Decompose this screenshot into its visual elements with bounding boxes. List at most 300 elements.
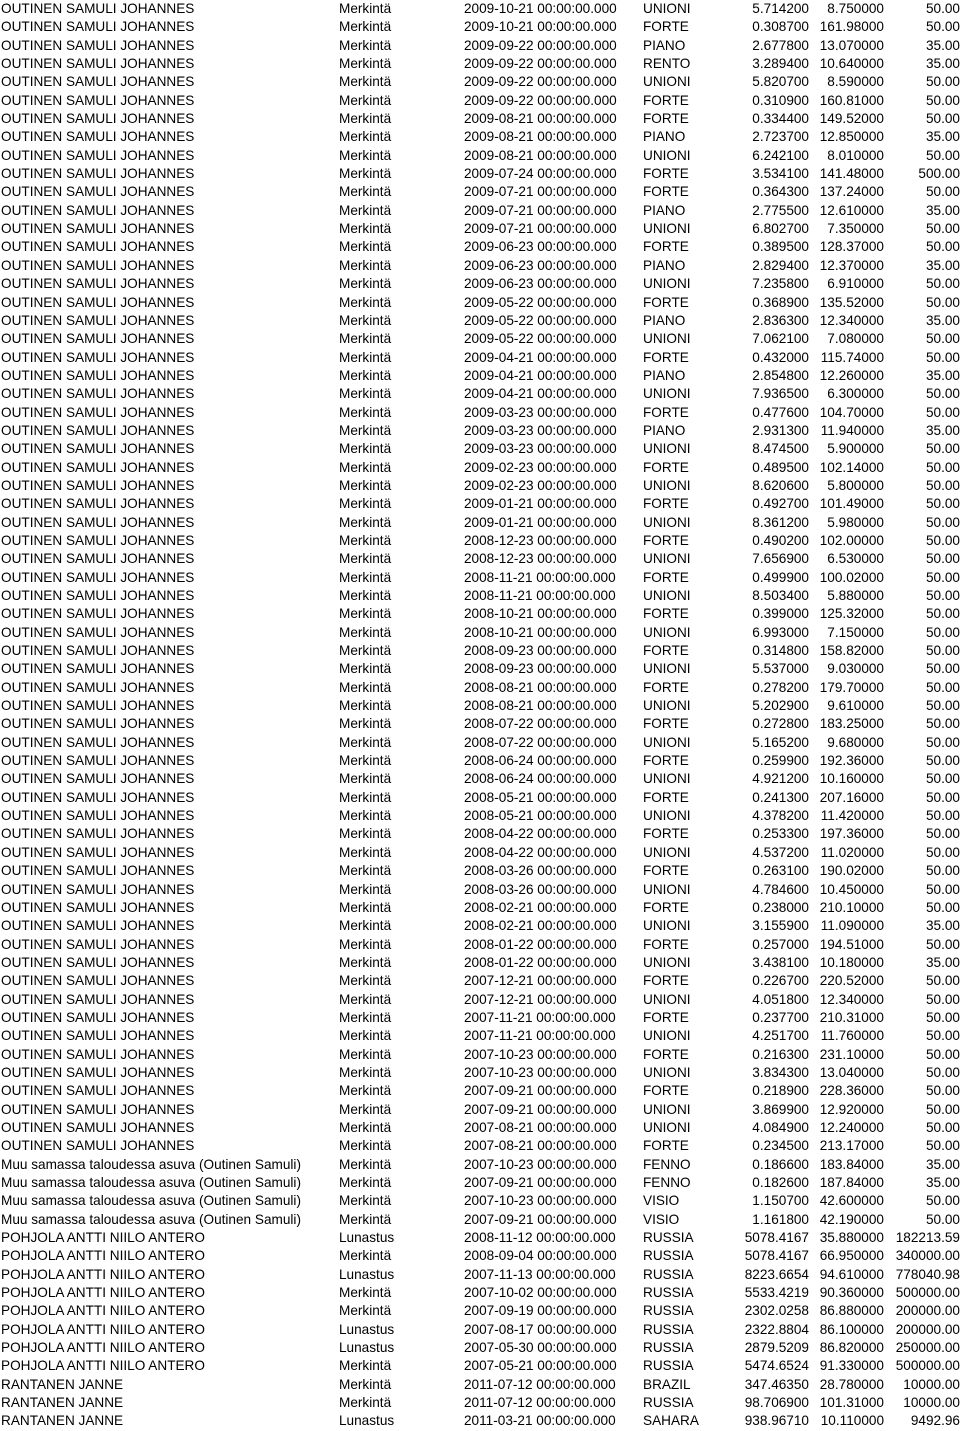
cell-amount: 50.00 — [925, 477, 960, 493]
cell-unit-price: 28.780000 — [819, 1376, 884, 1392]
cell-unit-price: 161.98000 — [819, 19, 884, 35]
cell-transaction-date: 2007-09-19 00:00:00.000 — [464, 1303, 617, 1319]
cell-unit-price: 125.32000 — [819, 606, 884, 622]
cell-units: 0.216300 — [752, 1046, 809, 1062]
cell-transaction-date: 2007-12-21 00:00:00.000 — [464, 973, 617, 989]
cell-fund-name: UNIONI — [643, 588, 691, 603]
cell-amount: 50.00 — [925, 147, 960, 163]
cell-holder-name: OUTINEN SAMULI JOHANNES — [1, 111, 195, 127]
cell-amount: 50.00 — [925, 771, 960, 787]
table-row — [0, 422, 960, 440]
cell-unit-price: 94.610000 — [819, 1266, 884, 1282]
cell-units: 6.242100 — [752, 147, 809, 163]
cell-transaction-date: 2008-11-12 00:00:00.000 — [464, 1230, 616, 1246]
cell-unit-price: 90.360000 — [819, 1285, 884, 1301]
cell-transaction-date: 2009-04-21 00:00:00.000 — [464, 367, 617, 383]
cell-transaction-type: Merkintä — [339, 532, 392, 548]
table-row — [0, 404, 960, 422]
table-row — [0, 495, 960, 513]
cell-transaction-type: Merkintä — [339, 1064, 392, 1080]
cell-units: 0.234500 — [752, 1138, 809, 1154]
table-row — [0, 1376, 960, 1394]
cell-holder-name: OUTINEN SAMULI JOHANNES — [1, 954, 195, 970]
cell-units: 0.182600 — [752, 1175, 809, 1190]
cell-holder-name: OUTINEN SAMULI JOHANNES — [1, 202, 195, 218]
cell-transaction-type: Merkintä — [339, 422, 392, 438]
cell-transaction-type: Merkintä — [339, 221, 392, 237]
cell-amount: 200000.00 — [895, 1321, 960, 1337]
cell-fund-name: UNIONI — [643, 1028, 691, 1044]
cell-holder-name: OUTINEN SAMULI JOHANNES — [1, 459, 195, 475]
table-row — [0, 1027, 960, 1045]
cell-fund-name: BRAZIL — [643, 1376, 691, 1392]
cell-amount: 500000.00 — [895, 1285, 960, 1301]
table-row — [0, 715, 960, 733]
cell-transaction-type: Merkintä — [339, 771, 392, 787]
cell-transaction-type: Merkintä — [339, 404, 392, 420]
cell-holder-name: OUTINEN SAMULI JOHANNES — [1, 789, 195, 805]
cell-holder-name: OUTINEN SAMULI JOHANNES — [1, 56, 195, 72]
cell-unit-price: 100.02000 — [819, 569, 884, 585]
cell-amount: 10000.00 — [903, 1395, 960, 1411]
cell-transaction-type: Merkintä — [339, 899, 392, 915]
cell-units: 2302.0258 — [744, 1303, 809, 1319]
cell-transaction-date: 2009-07-21 00:00:00.000 — [464, 202, 617, 218]
cell-unit-price: 9.030000 — [827, 661, 884, 677]
cell-unit-price: 12.850000 — [819, 129, 884, 145]
cell-units: 0.257000 — [752, 936, 809, 952]
cell-amount: 10000.00 — [903, 1376, 960, 1392]
cell-unit-price: 115.74000 — [820, 349, 884, 365]
cell-fund-name: FORTE — [643, 92, 689, 108]
cell-transaction-date: 2008-02-21 00:00:00.000 — [464, 918, 617, 934]
cell-transaction-type: Merkintä — [339, 918, 392, 934]
cell-transaction-type: Merkintä — [339, 56, 392, 72]
cell-units: 0.399000 — [752, 606, 809, 622]
table-row — [0, 587, 960, 605]
table-row — [0, 147, 960, 165]
cell-fund-name: FORTE — [643, 1138, 689, 1154]
cell-holder-name: OUTINEN SAMULI JOHANNES — [1, 1046, 195, 1062]
cell-transaction-date: 2008-01-22 00:00:00.000 — [464, 954, 617, 970]
cell-fund-name: UNIONI — [643, 477, 691, 493]
cell-transaction-type: Merkintä — [339, 111, 392, 127]
cell-fund-name: FORTE — [643, 294, 689, 310]
cell-holder-name: OUTINEN SAMULI JOHANNES — [1, 294, 195, 310]
cell-unit-price: 6.300000 — [827, 386, 884, 402]
cell-transaction-type: Merkintä — [339, 441, 392, 457]
cell-transaction-date: 2009-09-22 00:00:00.000 — [464, 92, 617, 108]
cell-holder-name: OUTINEN SAMULI JOHANNES — [1, 386, 195, 402]
cell-unit-price: 210.10000 — [819, 899, 884, 915]
cell-transaction-type: Merkintä — [339, 1376, 392, 1392]
cell-unit-price: 183.25000 — [819, 716, 884, 732]
cell-amount: 50.00 — [925, 349, 960, 365]
cell-fund-name: UNIONI — [643, 386, 691, 402]
cell-unit-price: 7.350000 — [827, 221, 884, 237]
cell-transaction-date: 2011-07-12 00:00:00.000 — [464, 1376, 616, 1392]
cell-holder-name: POHJOLA ANTTI NIILO ANTERO — [1, 1321, 205, 1337]
cell-fund-name: UNIONI — [643, 661, 691, 677]
cell-fund-name: PIANO — [643, 37, 686, 53]
cell-unit-price: 10.450000 — [819, 881, 884, 897]
table-row — [0, 532, 960, 550]
cell-unit-price: 190.02000 — [819, 863, 884, 879]
cell-amount: 50.00 — [925, 588, 960, 603]
cell-transaction-type: Merkintä — [339, 936, 392, 952]
cell-holder-name: OUTINEN SAMULI JOHANNES — [1, 514, 195, 530]
cell-fund-name: UNIONI — [643, 954, 691, 970]
cell-amount: 50.00 — [925, 19, 960, 35]
cell-amount: 50.00 — [925, 1, 960, 16]
cell-transaction-date: 2009-03-23 00:00:00.000 — [464, 441, 617, 457]
cell-units: 0.432000 — [752, 349, 809, 365]
cell-transaction-date: 2009-02-23 00:00:00.000 — [464, 459, 617, 475]
cell-transaction-date: 2007-09-21 00:00:00.000 — [464, 1175, 617, 1190]
table-row — [0, 1284, 960, 1302]
cell-transaction-type: Merkintä — [339, 1211, 392, 1227]
cell-transaction-date: 2008-09-23 00:00:00.000 — [464, 661, 617, 677]
cell-unit-price: 12.260000 — [819, 367, 884, 383]
cell-amount: 50.00 — [925, 881, 960, 897]
cell-transaction-type: Merkintä — [339, 147, 392, 163]
table-row — [0, 954, 960, 972]
cell-units: 3.289400 — [752, 56, 809, 72]
cell-transaction-date: 2008-09-04 00:00:00.000 — [464, 1248, 617, 1264]
cell-unit-price: 12.610000 — [819, 202, 884, 218]
table-row — [0, 807, 960, 825]
cell-transaction-type: Merkintä — [339, 826, 392, 842]
cell-fund-name: FORTE — [643, 643, 689, 659]
table-row — [0, 1229, 960, 1247]
cell-transaction-date: 2007-09-21 00:00:00.000 — [464, 1211, 617, 1227]
cell-unit-price: 213.17000 — [819, 1138, 884, 1154]
table-row — [0, 1009, 960, 1027]
cell-holder-name: Muu samassa taloudessa asuva (Outinen Samuli) — [1, 1156, 301, 1172]
cell-units: 5.165200 — [752, 734, 809, 750]
table-row — [0, 844, 960, 862]
cell-units: 0.492700 — [752, 496, 809, 512]
table-row — [0, 238, 960, 256]
cell-fund-name: RUSSIA — [643, 1358, 694, 1374]
table-row — [0, 1156, 960, 1174]
cell-unit-price: 187.84000 — [819, 1175, 884, 1190]
cell-units: 0.259900 — [752, 753, 809, 769]
cell-fund-name: FORTE — [643, 606, 689, 622]
cell-amount: 50.00 — [925, 789, 960, 805]
table-row — [0, 899, 960, 917]
cell-transaction-type: Merkintä — [339, 202, 392, 218]
table-row — [0, 660, 960, 678]
cell-amount: 50.00 — [925, 514, 960, 530]
cell-transaction-type: Merkintä — [339, 643, 392, 659]
cell-units: 4.084900 — [752, 1119, 809, 1135]
cell-transaction-type: Merkintä — [339, 1285, 392, 1301]
cell-amount: 35.00 — [925, 918, 960, 934]
cell-transaction-date: 2007-11-21 00:00:00.000 — [464, 1028, 616, 1044]
table-row — [0, 1137, 960, 1155]
cell-holder-name: OUTINEN SAMULI JOHANNES — [1, 129, 195, 145]
cell-unit-price: 12.240000 — [819, 1119, 884, 1135]
table-row — [0, 1339, 960, 1357]
cell-transaction-type: Merkintä — [339, 459, 392, 475]
cell-transaction-date: 2009-06-23 00:00:00.000 — [464, 276, 617, 292]
cell-unit-price: 102.00000 — [819, 532, 884, 548]
cell-amount: 50.00 — [925, 74, 960, 90]
cell-fund-name: RUSSIA — [643, 1395, 694, 1411]
cell-transaction-type: Merkintä — [339, 661, 392, 677]
cell-units: 5.202900 — [752, 698, 809, 714]
cell-amount: 50.00 — [925, 1119, 960, 1135]
cell-holder-name: POHJOLA ANTTI NIILO ANTERO — [1, 1266, 205, 1282]
cell-fund-name: UNIONI — [643, 1101, 691, 1117]
cell-holder-name: OUTINEN SAMULI JOHANNES — [1, 624, 195, 640]
cell-transaction-date: 2009-07-21 00:00:00.000 — [464, 221, 617, 237]
cell-unit-price: 197.36000 — [819, 826, 884, 842]
cell-units: 0.226700 — [752, 973, 809, 989]
cell-unit-price: 13.070000 — [819, 37, 884, 53]
cell-unit-price: 194.51000 — [819, 936, 884, 952]
cell-amount: 50.00 — [925, 661, 960, 677]
cell-holder-name: OUTINEN SAMULI JOHANNES — [1, 808, 195, 824]
cell-transaction-date: 2008-01-22 00:00:00.000 — [464, 936, 617, 952]
cell-transaction-date: 2009-04-21 00:00:00.000 — [464, 386, 617, 402]
cell-fund-name: UNIONI — [643, 1, 691, 16]
cell-transaction-date: 2007-11-13 00:00:00.000 — [464, 1266, 616, 1282]
cell-transaction-date: 2009-08-21 00:00:00.000 — [464, 129, 617, 145]
cell-amount: 50.00 — [925, 808, 960, 824]
cell-unit-price: 11.760000 — [820, 1028, 884, 1044]
cell-transaction-date: 2007-08-17 00:00:00.000 — [464, 1321, 617, 1337]
cell-amount: 50.00 — [925, 991, 960, 1007]
cell-units: 4.921200 — [752, 771, 809, 787]
cell-units: 0.238000 — [752, 899, 809, 915]
table-row — [0, 0, 960, 18]
cell-unit-price: 137.24000 — [819, 184, 884, 200]
cell-unit-price: 12.340000 — [819, 991, 884, 1007]
cell-holder-name: OUTINEN SAMULI JOHANNES — [1, 441, 195, 457]
cell-holder-name: OUTINEN SAMULI JOHANNES — [1, 257, 195, 273]
cell-transaction-date: 2008-12-23 00:00:00.000 — [464, 551, 617, 567]
cell-amount: 340000.00 — [895, 1248, 960, 1264]
cell-units: 2.836300 — [752, 312, 809, 328]
cell-transaction-type: Merkintä — [339, 1028, 392, 1044]
cell-holder-name: OUTINEN SAMULI JOHANNES — [1, 147, 195, 163]
cell-units: 7.235800 — [752, 276, 809, 292]
cell-amount: 50.00 — [925, 844, 960, 860]
cell-amount: 50.00 — [925, 624, 960, 640]
cell-transaction-type: Merkintä — [339, 37, 392, 53]
cell-holder-name: OUTINEN SAMULI JOHANNES — [1, 973, 195, 989]
cell-unit-price: 12.370000 — [819, 257, 884, 273]
cell-transaction-type: Merkintä — [339, 1046, 392, 1062]
cell-units: 4.537200 — [752, 844, 809, 860]
cell-amount: 778040.98 — [895, 1266, 960, 1282]
cell-holder-name: POHJOLA ANTTI NIILO ANTERO — [1, 1303, 205, 1319]
cell-unit-price: 135.52000 — [819, 294, 884, 310]
cell-units: 0.278200 — [752, 679, 809, 695]
table-row — [0, 330, 960, 348]
cell-amount: 50.00 — [925, 386, 960, 402]
cell-amount: 50.00 — [925, 1009, 960, 1025]
cell-unit-price: 11.940000 — [820, 422, 884, 438]
cell-unit-price: 8.010000 — [827, 147, 884, 163]
cell-transaction-type: Merkintä — [339, 19, 392, 35]
cell-transaction-date: 2009-03-23 00:00:00.000 — [464, 422, 617, 438]
cell-fund-name: RUSSIA — [643, 1230, 694, 1246]
cell-transaction-type: Merkintä — [339, 349, 392, 365]
cell-units: 4.378200 — [752, 808, 809, 824]
cell-unit-price: 101.31000 — [819, 1395, 884, 1411]
cell-amount: 50.00 — [925, 1193, 960, 1209]
cell-units: 5.714200 — [752, 1, 809, 16]
cell-amount: 182213.59 — [895, 1230, 960, 1246]
cell-units: 4.784600 — [752, 881, 809, 897]
cell-holder-name: RANTANEN JANNE — [1, 1413, 124, 1429]
cell-holder-name: OUTINEN SAMULI JOHANNES — [1, 166, 195, 182]
table-row — [0, 110, 960, 128]
cell-holder-name: OUTINEN SAMULI JOHANNES — [1, 826, 195, 842]
cell-holder-name: OUTINEN SAMULI JOHANNES — [1, 1101, 195, 1117]
table-row — [0, 697, 960, 715]
cell-unit-price: 183.84000 — [819, 1156, 884, 1172]
cell-fund-name: PIANO — [643, 367, 686, 383]
cell-transaction-date: 2008-12-23 00:00:00.000 — [464, 532, 617, 548]
cell-unit-price: 128.37000 — [819, 239, 884, 255]
cell-transaction-date: 2008-08-21 00:00:00.000 — [464, 679, 617, 695]
cell-units: 4.051800 — [752, 991, 809, 1007]
cell-transaction-date: 2009-05-22 00:00:00.000 — [464, 294, 617, 310]
cell-units: 938.96710 — [744, 1413, 809, 1429]
cell-units: 98.706900 — [744, 1395, 809, 1411]
cell-holder-name: OUTINEN SAMULI JOHANNES — [1, 496, 195, 512]
cell-transaction-date: 2009-04-21 00:00:00.000 — [464, 349, 617, 365]
cell-amount: 50.00 — [925, 753, 960, 769]
cell-units: 0.237700 — [752, 1009, 809, 1025]
table-row — [0, 1394, 960, 1412]
cell-transaction-type: Merkintä — [339, 496, 392, 512]
cell-transaction-type: Merkintä — [339, 514, 392, 530]
table-row — [0, 477, 960, 495]
cell-fund-name: FORTE — [643, 404, 689, 420]
cell-fund-name: PIANO — [643, 202, 686, 218]
cell-fund-name: UNIONI — [643, 1064, 691, 1080]
cell-transaction-type: Merkintä — [339, 331, 392, 347]
cell-units: 347.46350 — [744, 1376, 809, 1392]
cell-amount: 250000.00 — [895, 1340, 960, 1356]
table-row — [0, 1192, 960, 1210]
cell-unit-price: 86.100000 — [819, 1321, 884, 1337]
cell-amount: 200000.00 — [895, 1303, 960, 1319]
cell-fund-name: SAHARA — [643, 1413, 699, 1429]
cell-units: 7.936500 — [752, 386, 809, 402]
cell-unit-price: 207.16000 — [819, 789, 884, 805]
cell-units: 1.161800 — [752, 1211, 809, 1227]
cell-fund-name: UNIONI — [643, 881, 691, 897]
cell-transaction-type: Merkintä — [339, 1193, 392, 1209]
cell-units: 8.503400 — [752, 588, 809, 603]
cell-transaction-type: Merkintä — [339, 1101, 392, 1117]
cell-transaction-type: Lunastus — [339, 1340, 395, 1356]
cell-transaction-type: Lunastus — [339, 1266, 395, 1282]
table-row — [0, 202, 960, 220]
cell-amount: 50.00 — [925, 532, 960, 548]
cell-amount: 50.00 — [925, 734, 960, 750]
cell-units: 2.723700 — [752, 129, 809, 145]
cell-fund-name: UNIONI — [643, 991, 691, 1007]
cell-unit-price: 86.880000 — [819, 1303, 884, 1319]
cell-fund-name: FORTE — [643, 111, 689, 127]
cell-fund-name: PIANO — [643, 312, 686, 328]
cell-amount: 50.00 — [925, 863, 960, 879]
cell-units: 0.314800 — [752, 643, 809, 659]
cell-transaction-type: Merkintä — [339, 477, 392, 493]
cell-units: 0.253300 — [752, 826, 809, 842]
cell-holder-name: OUTINEN SAMULI JOHANNES — [1, 532, 195, 548]
cell-fund-name: PIANO — [643, 129, 686, 145]
table-row — [0, 128, 960, 146]
cell-holder-name: OUTINEN SAMULI JOHANNES — [1, 239, 195, 255]
cell-fund-name: RUSSIA — [643, 1340, 694, 1356]
cell-transaction-type: Lunastus — [339, 1413, 395, 1429]
cell-transaction-date: 2009-06-23 00:00:00.000 — [464, 257, 617, 273]
table-row — [0, 789, 960, 807]
cell-holder-name: OUTINEN SAMULI JOHANNES — [1, 551, 195, 567]
cell-holder-name: OUTINEN SAMULI JOHANNES — [1, 771, 195, 787]
cell-transaction-type: Lunastus — [339, 1321, 395, 1337]
cell-holder-name: Muu samassa taloudessa asuva (Outinen Samuli) — [1, 1175, 301, 1190]
cell-unit-price: 102.14000 — [819, 459, 884, 475]
cell-transaction-type: Merkintä — [339, 991, 392, 1007]
cell-holder-name: OUTINEN SAMULI JOHANNES — [1, 661, 195, 677]
cell-unit-price: 179.70000 — [819, 679, 884, 695]
cell-unit-price: 104.70000 — [819, 404, 884, 420]
cell-units: 8.474500 — [752, 441, 809, 457]
cell-unit-price: 11.420000 — [820, 808, 884, 824]
cell-transaction-date: 2008-07-22 00:00:00.000 — [464, 716, 617, 732]
cell-amount: 50.00 — [925, 1211, 960, 1227]
cell-units: 0.218900 — [752, 1083, 809, 1099]
table-row — [0, 1119, 960, 1137]
cell-amount: 35.00 — [925, 37, 960, 53]
table-row — [0, 1211, 960, 1229]
cell-transaction-type: Merkintä — [339, 1138, 392, 1154]
cell-unit-price: 10.110000 — [820, 1413, 884, 1429]
cell-amount: 35.00 — [925, 422, 960, 438]
cell-transaction-date: 2007-10-23 00:00:00.000 — [464, 1064, 617, 1080]
table-row — [0, 679, 960, 697]
cell-unit-price: 149.52000 — [819, 111, 884, 127]
cell-unit-price: 10.180000 — [819, 954, 884, 970]
cell-units: 7.656900 — [752, 551, 809, 567]
cell-transaction-type: Merkintä — [339, 863, 392, 879]
table-row — [0, 734, 960, 752]
cell-unit-price: 11.090000 — [820, 918, 884, 934]
cell-fund-name: RUSSIA — [643, 1321, 694, 1337]
cell-units: 5.537000 — [752, 661, 809, 677]
cell-unit-price: 6.910000 — [827, 276, 884, 292]
cell-unit-price: 9.610000 — [827, 698, 884, 714]
cell-unit-price: 66.950000 — [819, 1248, 884, 1264]
table-row — [0, 459, 960, 477]
cell-holder-name: POHJOLA ANTTI NIILO ANTERO — [1, 1340, 205, 1356]
cell-amount: 50.00 — [925, 221, 960, 237]
cell-units: 0.334400 — [752, 111, 809, 127]
cell-transaction-type: Merkintä — [339, 606, 392, 622]
cell-transaction-date: 2008-10-21 00:00:00.000 — [464, 624, 617, 640]
cell-transaction-type: Merkintä — [339, 1083, 392, 1099]
table-row — [0, 183, 960, 201]
